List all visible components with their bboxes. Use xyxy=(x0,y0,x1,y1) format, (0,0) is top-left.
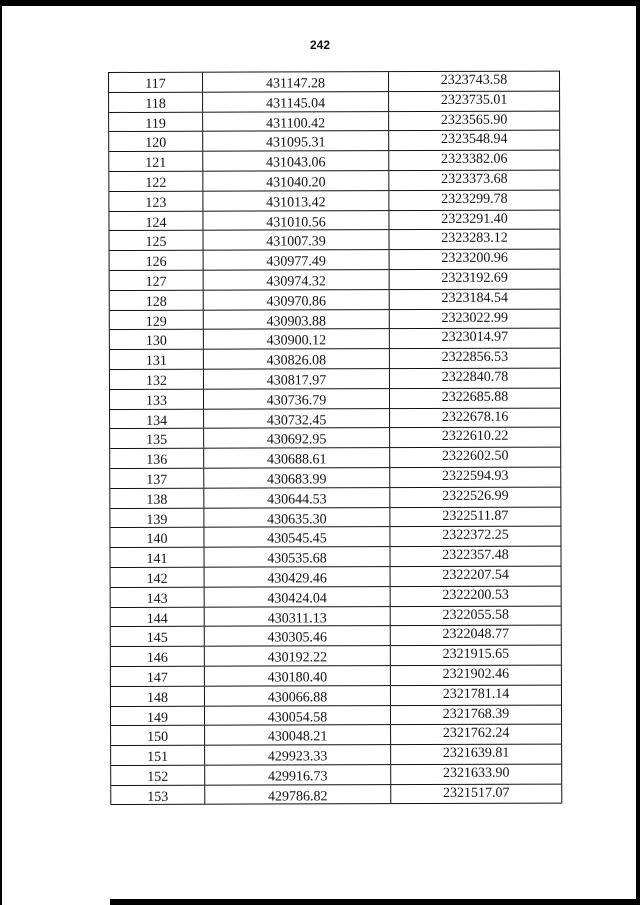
table-row xyxy=(110,329,560,350)
x-coordinate-cell: 430054.58 xyxy=(205,706,391,725)
x-coordinate-cell: 430692.95 xyxy=(204,428,390,447)
table-row xyxy=(111,725,561,746)
y-coordinate-cell: 2322856.53 xyxy=(441,349,509,366)
scan-border-bottom xyxy=(110,899,640,905)
table-row xyxy=(109,91,559,112)
x-coordinate-cell: 430736.79 xyxy=(204,389,390,408)
scan-border-top xyxy=(0,0,640,6)
x-coordinate-cell: 430970.86 xyxy=(204,290,390,309)
x-coordinate-cell: 430644.53 xyxy=(204,488,390,507)
point-number-cell: 126 xyxy=(110,251,204,270)
y-coordinate-cell: 2322207.54 xyxy=(442,567,509,583)
x-coordinate-cell: 430974.32 xyxy=(204,270,390,289)
table-row xyxy=(110,369,560,390)
x-coordinate-cell: 431007.39 xyxy=(204,230,390,249)
point-number-cell: 118 xyxy=(109,92,203,111)
x-coordinate-cell: 429786.82 xyxy=(205,785,391,804)
y-coordinate-cell: 2322048.77 xyxy=(442,627,510,643)
table-row xyxy=(110,388,560,409)
table-row xyxy=(111,665,561,686)
x-coordinate-cell: 431147.28 xyxy=(203,72,389,91)
table-row xyxy=(109,210,559,231)
point-number-cell: 128 xyxy=(110,290,204,309)
point-number-cell: 153 xyxy=(111,785,205,804)
table-row xyxy=(109,151,559,172)
table-row xyxy=(110,468,560,489)
point-number-cell: 122 xyxy=(109,172,203,191)
x-coordinate-cell: 431095.31 xyxy=(203,132,389,151)
x-coordinate-cell: 430311.13 xyxy=(205,607,391,626)
y-coordinate-cell: 2323373.68 xyxy=(441,171,508,187)
y-coordinate-cell: 2322685.88 xyxy=(441,389,509,405)
y-coordinate-cell: 2322055.58 xyxy=(442,607,509,623)
table-row xyxy=(110,349,560,370)
point-number-cell: 146 xyxy=(111,647,205,666)
point-number-cell: 125 xyxy=(110,231,204,250)
y-coordinate-cell: 2323382.06 xyxy=(441,151,508,168)
point-number-cell: 135 xyxy=(110,429,204,448)
table-row xyxy=(110,428,560,449)
table-row xyxy=(110,230,560,251)
x-coordinate-cell: 430545.45 xyxy=(204,527,390,546)
point-number-cell: 127 xyxy=(110,271,204,290)
y-coordinate-cell: 2323735.01 xyxy=(440,92,508,108)
table-row xyxy=(109,111,559,132)
point-number-cell: 134 xyxy=(110,409,204,428)
point-number-cell: 132 xyxy=(110,370,204,389)
point-number-cell: 131 xyxy=(110,350,204,369)
y-coordinate-cell: 2322511.87 xyxy=(442,508,509,524)
table-row xyxy=(111,646,561,667)
point-number-cell: 147 xyxy=(111,667,205,686)
y-coordinate-cell: 2323022.99 xyxy=(441,310,509,326)
table-row xyxy=(111,745,561,766)
point-number-cell: 137 xyxy=(110,469,204,488)
point-number-cell: 151 xyxy=(111,746,205,765)
table-row xyxy=(109,171,559,192)
x-coordinate-cell: 431145.04 xyxy=(203,92,389,111)
table-row xyxy=(109,190,559,211)
table-row xyxy=(110,527,560,548)
y-coordinate-cell: 2321902.46 xyxy=(442,666,510,682)
y-coordinate-cell: 2321781.14 xyxy=(442,686,510,702)
point-number-cell: 119 xyxy=(109,112,203,131)
point-number-cell: 139 xyxy=(110,508,204,527)
x-coordinate-cell: 430977.49 xyxy=(204,250,390,269)
x-coordinate-cell: 430305.46 xyxy=(205,626,391,645)
x-coordinate-cell: 430826.08 xyxy=(204,349,390,368)
point-number-cell: 129 xyxy=(110,310,204,329)
y-coordinate-cell: 2323291.40 xyxy=(441,211,508,227)
table-row xyxy=(109,131,559,152)
table-row xyxy=(111,586,561,607)
x-coordinate-cell: 429916.73 xyxy=(205,765,391,784)
y-coordinate-cell: 2323184.54 xyxy=(441,290,508,306)
y-coordinate-cell: 2323743.58 xyxy=(440,72,508,88)
table-row xyxy=(110,408,560,429)
y-coordinate-cell: 2321915.65 xyxy=(442,646,510,663)
point-number-cell: 142 xyxy=(111,568,205,587)
point-number-cell: 148 xyxy=(111,686,205,705)
table-row xyxy=(111,626,561,647)
table-row xyxy=(111,784,561,805)
point-number-cell: 138 xyxy=(110,488,204,507)
y-coordinate-cell: 2322840.78 xyxy=(441,369,509,385)
point-number-cell: 123 xyxy=(109,191,203,210)
point-number-cell: 117 xyxy=(109,73,203,92)
y-coordinate-cell: 2323299.78 xyxy=(441,191,508,207)
point-number-cell: 145 xyxy=(111,627,205,646)
table-row xyxy=(110,270,560,291)
table-row xyxy=(109,72,559,93)
coordinate-table xyxy=(108,71,562,806)
y-coordinate-cell: 2322610.22 xyxy=(441,429,509,445)
x-coordinate-cell: 430424.04 xyxy=(205,587,391,606)
y-coordinate-cell: 2323192.69 xyxy=(441,270,508,286)
table-row xyxy=(110,547,560,568)
page-number: 242 xyxy=(309,38,331,52)
point-number-cell: 141 xyxy=(110,548,204,567)
x-coordinate-cell: 430683.99 xyxy=(204,468,390,487)
point-number-cell: 133 xyxy=(110,389,204,408)
point-number-cell: 121 xyxy=(109,152,203,171)
x-coordinate-cell: 430732.45 xyxy=(204,409,390,428)
y-coordinate-cell: 2322526.99 xyxy=(442,488,509,504)
y-coordinate-cell: 2323200.96 xyxy=(441,250,508,267)
x-coordinate-cell: 430535.68 xyxy=(204,547,390,566)
y-coordinate-cell: 2321768.39 xyxy=(442,706,510,722)
point-number-cell: 152 xyxy=(111,766,205,785)
y-coordinate-cell: 2323548.94 xyxy=(440,132,508,148)
table-row xyxy=(111,764,561,785)
table-row xyxy=(111,567,561,588)
table-row xyxy=(111,685,561,706)
y-coordinate-cell: 2322602.50 xyxy=(441,448,509,465)
point-number-cell: 140 xyxy=(110,528,204,547)
point-number-cell: 144 xyxy=(111,607,205,626)
x-coordinate-cell: 430635.30 xyxy=(204,508,390,527)
x-coordinate-cell: 430192.22 xyxy=(205,646,391,665)
y-coordinate-cell: 2323283.12 xyxy=(441,231,508,247)
point-number-cell: 130 xyxy=(110,330,204,349)
y-coordinate-cell: 2323565.90 xyxy=(440,112,508,128)
x-coordinate-cell: 430900.12 xyxy=(204,329,390,348)
x-coordinate-cell: 430903.88 xyxy=(204,310,390,329)
scan-border-left xyxy=(0,0,2,905)
x-coordinate-cell: 431100.42 xyxy=(203,112,389,131)
y-coordinate-cell: 2322678.16 xyxy=(441,409,509,425)
table-row xyxy=(110,487,560,508)
y-coordinate-cell: 2321633.90 xyxy=(442,765,510,781)
y-coordinate-cell: 2323014.97 xyxy=(441,330,509,346)
x-coordinate-cell: 431013.42 xyxy=(203,191,389,210)
point-number-cell: 150 xyxy=(111,726,205,745)
table-row xyxy=(111,606,561,627)
point-number-cell: 120 xyxy=(109,132,203,151)
scan-border-right xyxy=(636,0,640,905)
y-coordinate-cell: 2322594.93 xyxy=(441,468,509,484)
point-number-cell: 124 xyxy=(109,211,203,230)
x-coordinate-cell: 430688.61 xyxy=(204,448,390,467)
table-row xyxy=(111,705,561,726)
x-coordinate-cell: 431010.56 xyxy=(203,211,389,230)
x-coordinate-cell: 430066.88 xyxy=(205,686,391,705)
x-coordinate-cell: 431043.06 xyxy=(203,151,389,170)
table-row xyxy=(110,507,560,528)
x-coordinate-cell: 430180.40 xyxy=(205,666,391,685)
point-number-cell: 143 xyxy=(111,587,205,606)
table-row xyxy=(110,448,560,469)
y-coordinate-cell: 2321517.07 xyxy=(442,785,510,801)
y-coordinate-cell: 2322372.25 xyxy=(442,528,509,544)
x-coordinate-cell: 430048.21 xyxy=(205,725,391,744)
y-coordinate-cell: 2321762.24 xyxy=(442,726,510,742)
table-row xyxy=(110,250,560,271)
point-number-cell: 136 xyxy=(110,449,204,468)
x-coordinate-cell: 431040.20 xyxy=(203,171,389,190)
x-coordinate-cell: 429923.33 xyxy=(205,745,391,764)
point-number-cell: 149 xyxy=(111,706,205,725)
y-coordinate-cell: 2322200.53 xyxy=(442,587,509,603)
x-coordinate-cell: 430817.97 xyxy=(204,369,390,388)
y-coordinate-cell: 2322357.48 xyxy=(442,547,509,564)
table-row xyxy=(110,309,560,330)
table-row xyxy=(110,289,560,310)
x-coordinate-cell: 430429.46 xyxy=(205,567,391,586)
y-coordinate-cell: 2321639.81 xyxy=(442,745,510,762)
